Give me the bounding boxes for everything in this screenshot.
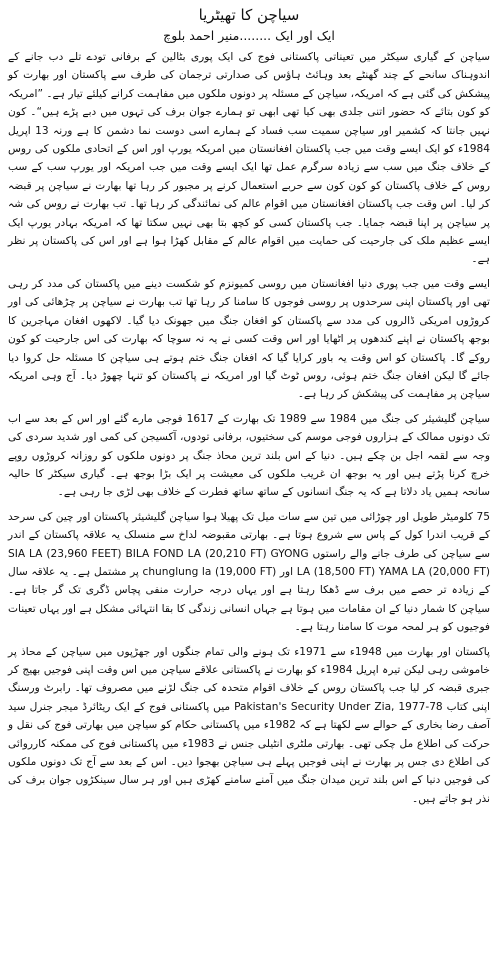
article-title: سیاچن کا تھیٹریا: [198, 6, 300, 24]
article-paragraph-3: سیاچن گلیشیئر کی جنگ میں 1984 سے 1989 تک بھارت کے 1617 فوجی مارے گئے اور اس کے بعد سے اب تک دونوں ممالک کے ہزاروں فوجی موسم کی سختیوں، برفانی تودوں، آکسیجن کی کمی اور شدید سردی کی وجہ سے لقمہ اجل بن چکے ہیں۔ دنیا کے اس بلند ترین محاذ جنگ پر دونوں ملکوں کو روزانہ کروڑوں روپے خرچ کرنا پڑتے ہیں اور یہ بوجھ ان غریب ملکوں کی معیشت پر ایک بڑا بوجھ ہے۔ گیاری سیکٹر کا حالیہ سانحہ ہمیں یاد دلاتا ہے کہ یہ جنگ انسانوں کے ساتھ ساتھ فطرت کے خلاف بھی لڑی جا رہی ہے۔: [8, 412, 490, 499]
article-body: [8, 48, 490, 808]
article-paragraph-5: پاکستان اور بھارت میں 1948ء سے 1971ء تک ہونے والی تمام جنگوں اور جھڑپوں میں سیاچن کے محاذ پر خاموشی رہی لیکن تیرہ اپریل 1984ء کو بھارت نے پاکستانی علاقے سیاچن میں اس وقت اپنی فوجیں بھیج کر جبری قبضہ کر لیا جب پاکستان روس کے خلاف اقوام متحدہ کی جنگ لڑنے میں مصروف تھا۔ رابرٹ ورسنگ اپنی کتاب Pakistan's Security Under Zia, 1977-78 میں پاکستانی فوج کے ایک ریٹائرڈ میجر جنرل سید آصف رضا بخاری کے حوالے سے لکھتا ہے کہ 1982ء میں پاکستانی حکام کو سیاچن میں بھارتی فوج کی نقل و حرکت کی اطلاع مل چکی تھی۔ بھارتی ملٹری انٹیلی جنس نے 1983ء میں پاکستانی فوج کی ممکنہ کارروائی کی اطلاع دی جس پر بھارت نے اپنی فوجیں پہلے ہی سیاچن بھجوا دیں۔ اس کے بعد سے آج تک دونوں ملکوں کی فوجیں دنیا کے اس بلند ترین میدان جنگ میں آمنے سامنے کھڑی ہیں اور ہر سال سینکڑوں جوان برف کی نذر ہو جاتے ہیں۔: [8, 645, 491, 805]
article-paragraph-4: 75 کلومیٹر طویل اور چوڑائی میں تین سے سات میل تک پھیلا ہوا سیاچن گلیشیئر پاکستان اور چین کی سرحد کے قریب اندرا کول کے پاس سے شروع ہوتا ہے۔ بھارتی مقبوضہ لداخ سے منسلک یہ علاقہ پاکستان کے اندر سے سیاچن کی طرف جانے والے راستوں SIA LA (23,960 FEET) BILA FOND LA (20,210 FT) GYONG LA (18,500 FT) YAMA LA (20,000 FT) اور chunglung la (19,000 FT) پر مشتمل ہے۔ یہ علاقہ سال کے زیادہ تر حصے میں برف سے ڈھکا رہتا ہے اور یہاں درجہ حرارت منفی پچاس ڈگری تک گر جاتا ہے۔ سیاچن کا شمار دنیا کے ان مقامات میں ہوتا ہے جہاں انسانی زندگی کا بقا انتہائی مشکل ہے اور یہاں تعینات فوجیوں کو ہر لمحہ موت کا سامنا رہتا ہے۔: [8, 510, 491, 634]
article-byline: ایک اور ایک ........منیر احمد بلوچ: [163, 28, 335, 43]
article-paragraph-1: سیاچن کے گیاری سیکٹر میں تعیناتی پاکستانی فوج کی ایک پوری بٹالین کے برفانی تودے تلے دب جانے کے اندوہناک سانحے کے چند گھنٹے بعد وہائٹ ہاؤس کی صدارتی ترجمان کی طرف سے پاکستان اور بھارت کو پیشکش کی گئی ہے کہ امریکہ، سیاچن کے مسئلہ پر دونوں ملکوں میں مفاہمت کرانے کیلئے تیار ہے۔ ”امریکہ کو کون بتائے کہ حضور اتنی جلدی بھی کیا تھی ابھی تو ہمارے جوان برف کی تہوں میں دبے پڑے ہیں“۔ کون نہیں جانتا کہ کشمیر اور سیاچن سمیت سب فساد کے ہمارے اسی دوست نما دشمن کا ہے ورنہ 13 اپریل 1984ء کو ایک ایسے وقت میں جب پاکستان افغانستان میں امریکہ یورپ اور اس کے اتحادی ملکوں کی روس کے خلاف جنگ میں سب سے زیادہ سرگرم عمل تھا ایک ایسے وقت میں جب امریکہ اور یورپ سب کے سب روس کے خلاف پاکستان کو کون کون سے حربے استعمال کرنے پر مجبور کر رہا تھا بھارت نے سیاچن پر قبضہ کر لیا۔ اس وقت جب پاکستان افغانستان میں اقوام عالم کی نمائندگی کر رہا تھا۔ تب بھارت نے روس کی شہ پر سیاچن پر اپنا قبضہ جمایا۔ جب پاکستان کسی کو کچھ بتا بھی نہیں سکتا تھا کہ امریکہ بہادر یورپ ایک ایسے عظیم ملک کی جارحیت کی حمایت میں اقوام عالم کے مقابل کھڑا ہوا ہے اور اس کی پاکستان پر نظر ہے۔: [8, 51, 490, 266]
article-paragraph-2: ایسے وقت میں جب پوری دنیا افغانستان میں روسی کمیونزم کو شکست دینے میں پاکستان کی مدد کر رہی تھی اور پاکستان اپنی سرحدوں پر روسی فوجوں کا سامنا کر رہا تھا تب بھارت نے سیاچن پر چڑھائی کی اور کروڑوں امریکی ڈالروں کی مدد سے پاکستان کو افغان جنگ میں جھونک دیا گیا۔ لاکھوں افغان مہاجرین کا بوجھ پاکستان نے اپنے کندھوں پر اٹھایا اور اس وقت کسی نے یہ نہ سوچا کہ بھارت کی اس جارحیت کو کون روکے گا۔ پاکستان کو اس وقت یہ باور کرایا گیا کہ افغان جنگ ختم ہوتے ہی سیاچن کا مسئلہ حل کروا دیا جائے گا لیکن افغان جنگ ختم ہوئی، روس ٹوٹ گیا اور امریکہ نے پاکستان کو تنہا چھوڑ دیا۔ آج وہی امریکہ سیاچن پر مفاہمت کی پیشکش کر رہا ہے۔: [8, 277, 490, 401]
